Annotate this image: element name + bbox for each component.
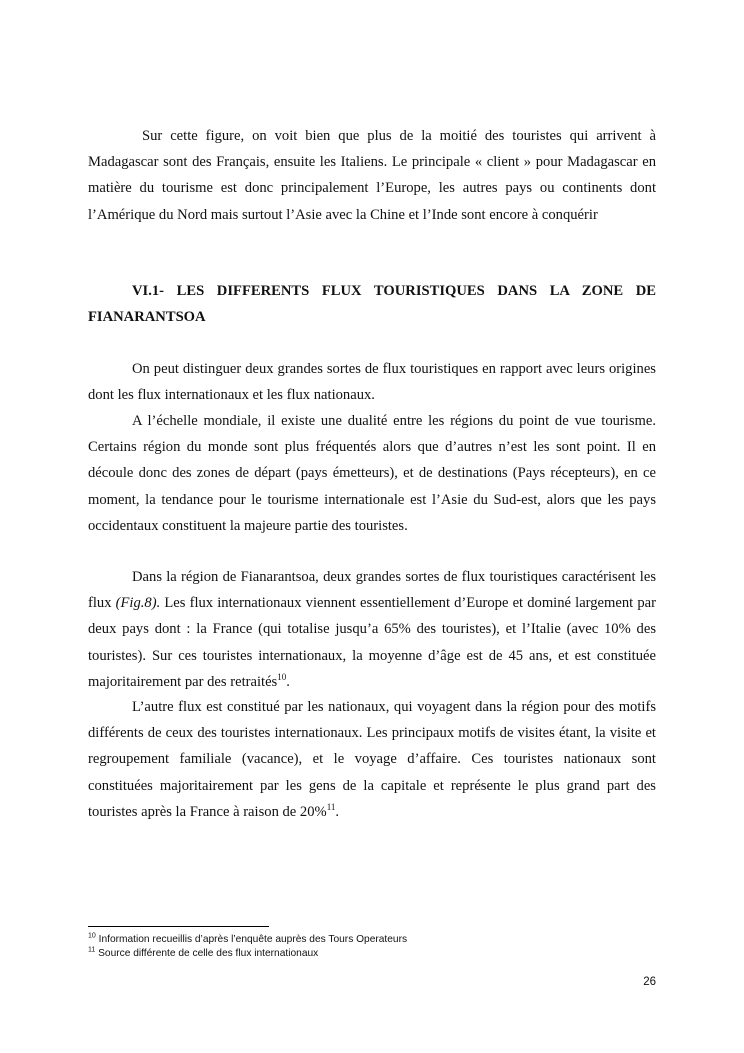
paragraph-world-scale: A l’échelle mondiale, il existe une dualité entre les régions du point de vue tourisme. Certains région du monde sont plus fréquentés alors que d’autres n’est les sont point. Il en découle donc des zones de départ (pays émetteurs), et de destinations (Pays récepteurs), en ce moment, la tendance pour le tourisme internationale est l’Asie du Sud-est, alors que les pays occidentaux constituent la majeure partie des touristes. xyxy=(88,413,656,534)
footnote xyxy=(88,947,648,960)
paragraph-text: . xyxy=(286,673,290,690)
paragraph-national-flux xyxy=(88,694,656,825)
footnote-separator xyxy=(88,926,269,927)
paragraph-fianarantsoa xyxy=(88,564,656,695)
page-number: 26 xyxy=(643,976,656,988)
footnote-marker: 10 xyxy=(277,671,287,682)
footnote-text: Information recueillis d’après l’enquête auprès des Tours Operateurs xyxy=(98,934,408,945)
paragraph-intro: Sur cette figure, on voit bien que plus de la moitié des touristes qui arrivent à Madagascar sont des Français, ensuite les Italiens. Le principale « client » pour Madagascar en matière du tourisme est donc principalement l’Europe, les autres pays ou continents dont l’Amérique du Nord mais surtout l’Asie avec la Chine et l’Inde sont encore à conquérir xyxy=(88,128,656,223)
paragraph-text: L’autre flux est constitué par les nationaux, qui voyagent dans la région pour des motifs différents de ceux des touristes internationaux. Les principaux motifs de visites étant, la visite et regroupement familiale (vacance), et le voyage d’affaire. Ces touristes nationaux sont constituées majoritairement par les gens de la capitale et représente le plus grand part des touristes après la France à raison de 20% xyxy=(88,699,656,820)
footnote-number: 10 xyxy=(88,932,96,940)
paragraph-text: Dans la région de Fianarantsoa, deux grandes sortes de flux touristiques caractérisent les flux xyxy=(88,569,656,612)
footnote-number: 11 xyxy=(88,946,96,954)
footnote xyxy=(88,933,648,946)
section-heading: VI.1- LES DIFFERENTS FLUX TOURISTIQUES DANS LA ZONE DE FIANARANTSOA xyxy=(88,283,656,326)
figure-reference: (Fig.8). xyxy=(115,595,161,612)
footnote-text: Source différente de celle des flux internationaux xyxy=(98,948,319,959)
paragraph-text: Les flux internationaux viennent essentiellement d’Europe et dominé largement par deux pays dont : la France (qui totalise jusqu’a 65% des touristes), et l’Italie (avec 10% des touristes). Sur ces touristes internationaux, la moyenne d’âge est de 45 ans, et est constituée majoritairement par des retraités xyxy=(88,595,656,690)
paragraph-text: . xyxy=(335,803,340,820)
footnote-marker: 11 xyxy=(326,801,336,812)
paragraph-flux-origins: On peut distinguer deux grandes sortes de flux touristiques en rapport avec leurs origines dont les flux internationaux et les flux nationaux. xyxy=(88,361,656,404)
